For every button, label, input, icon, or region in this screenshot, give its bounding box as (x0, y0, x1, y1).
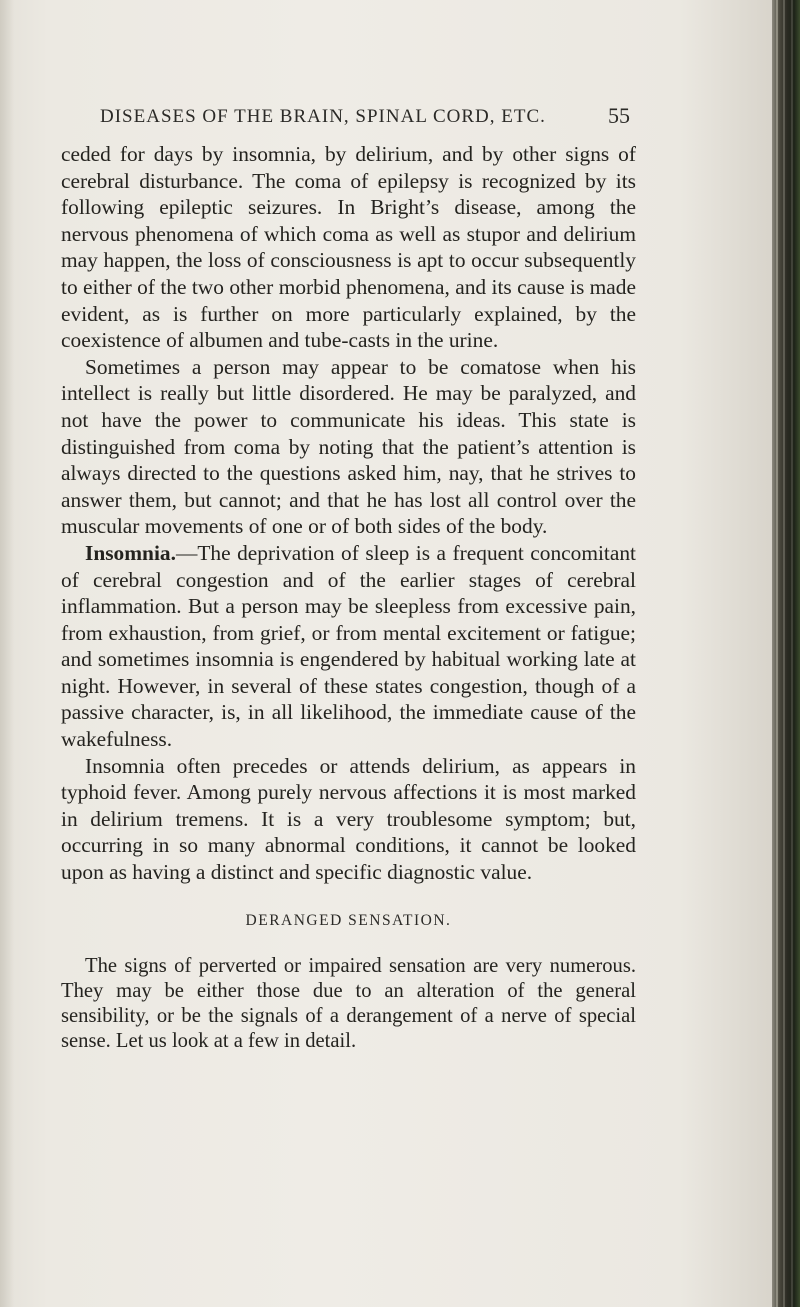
section-heading: DERANGED SENSATION. (245, 911, 452, 929)
book-binding-edge (772, 0, 800, 1307)
paragraph-deranged-sensation: The signs of perverted or impaired sensation are very numerous. They may be either those due to an alteration of the general sensibility, or be the signals of a derangement of a nerve of special sense. Let us look at a few in detail. (61, 955, 636, 1052)
paragraph-pseudo-coma: Sometimes a person may appear to be comatose when his intellect is really but little disordered. He may be paralyzed, and not have the power to communicate his ideas. This state is distinguished from coma by noting that the patient’s attention is always directed to the questions asked him, nay, that he strives to answer them, but cannot; and that he has lost all control over the muscular movements of one or of both sides of the body. (61, 354, 636, 539)
running-head: DISEASES OF THE BRAIN, SPINAL CORD, ETC. (100, 106, 546, 127)
paragraph-insomnia (61, 540, 636, 753)
page-header (100, 103, 630, 128)
paragraph-insomnia-text: —The deprivation of sleep is a frequent concomitant of cerebral congestion and of the earlier stages of cerebral inflammation. But a person may be sleepless from excessive pain, from exhaustion, from grief, or from mental excitement or fatigue; and sometimes insomnia is engendered by habitual working late at night. However, in several of these states congestion, though of a passive character, is, in all likelihood, the immediate cause of the wakefulness. (61, 540, 636, 752)
run-in-heading-insomnia: Insomnia. (85, 540, 176, 565)
page-gutter-shadow (0, 0, 14, 1307)
paragraph-insomnia-diagnostic: Insomnia often precedes or attends delirium, as appears in typhoid fever. Among purely nervous affections it is most marked in delirium tremens. It is a very troublesome symptom; but, occurring in so many abnormal conditions, it cannot be looked upon as having a distinct and specific diagnostic value. (61, 753, 636, 885)
paragraph-coma-continued: ceded for days by insomnia, by delirium, and by other signs of cerebral disturbance. The coma of epilepsy is recognized by its following epileptic seizures. In Bright’s disease, among the nervous phenomena of which coma as well as stupor and delirium may happen, the loss of consciousness is apt to occur subsequently to either of the two other morbid phenomena, and its cause is made evident, as is further on more particularly explained, by the coexistence of albumen and tube-casts in the urine. (61, 142, 636, 353)
page-number: 55 (608, 103, 630, 128)
body-text (61, 141, 636, 1053)
